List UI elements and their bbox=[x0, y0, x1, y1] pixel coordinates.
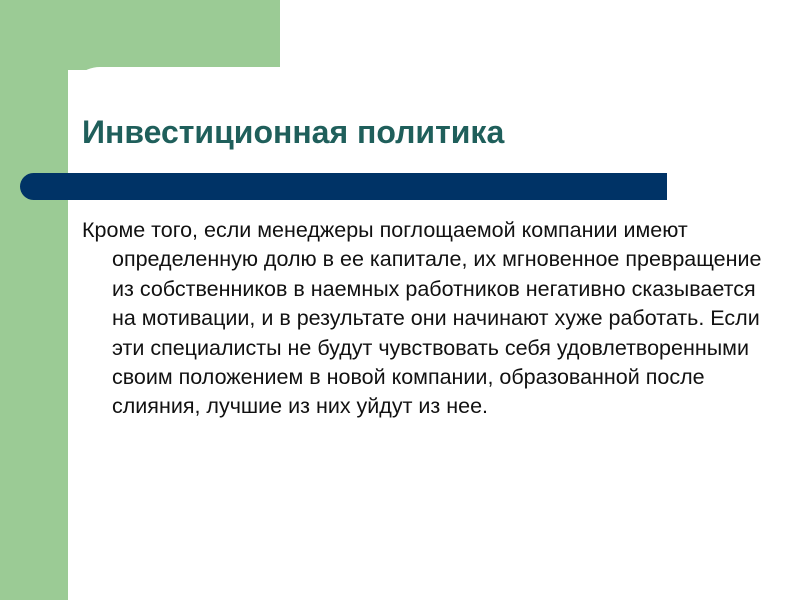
decorative-green-strip bbox=[0, 0, 68, 600]
slide-body-text: Кроме того, если менеджеры поглощаемой компании имеют определенную долю в ее капитале, их мгновенное превращение из собственников в наемных работников негативно сказывается на мотивации, и в результате они начинают хуже работать. Если эти специалисты не будут чувствовать себя удовлетворенными своим положением в новой компании, образованной после слияния, лучшие из них уйдут из нее. bbox=[82, 218, 762, 419]
slide-title: Инвестиционная политика bbox=[82, 114, 505, 150]
title-underline-bar bbox=[20, 173, 667, 200]
